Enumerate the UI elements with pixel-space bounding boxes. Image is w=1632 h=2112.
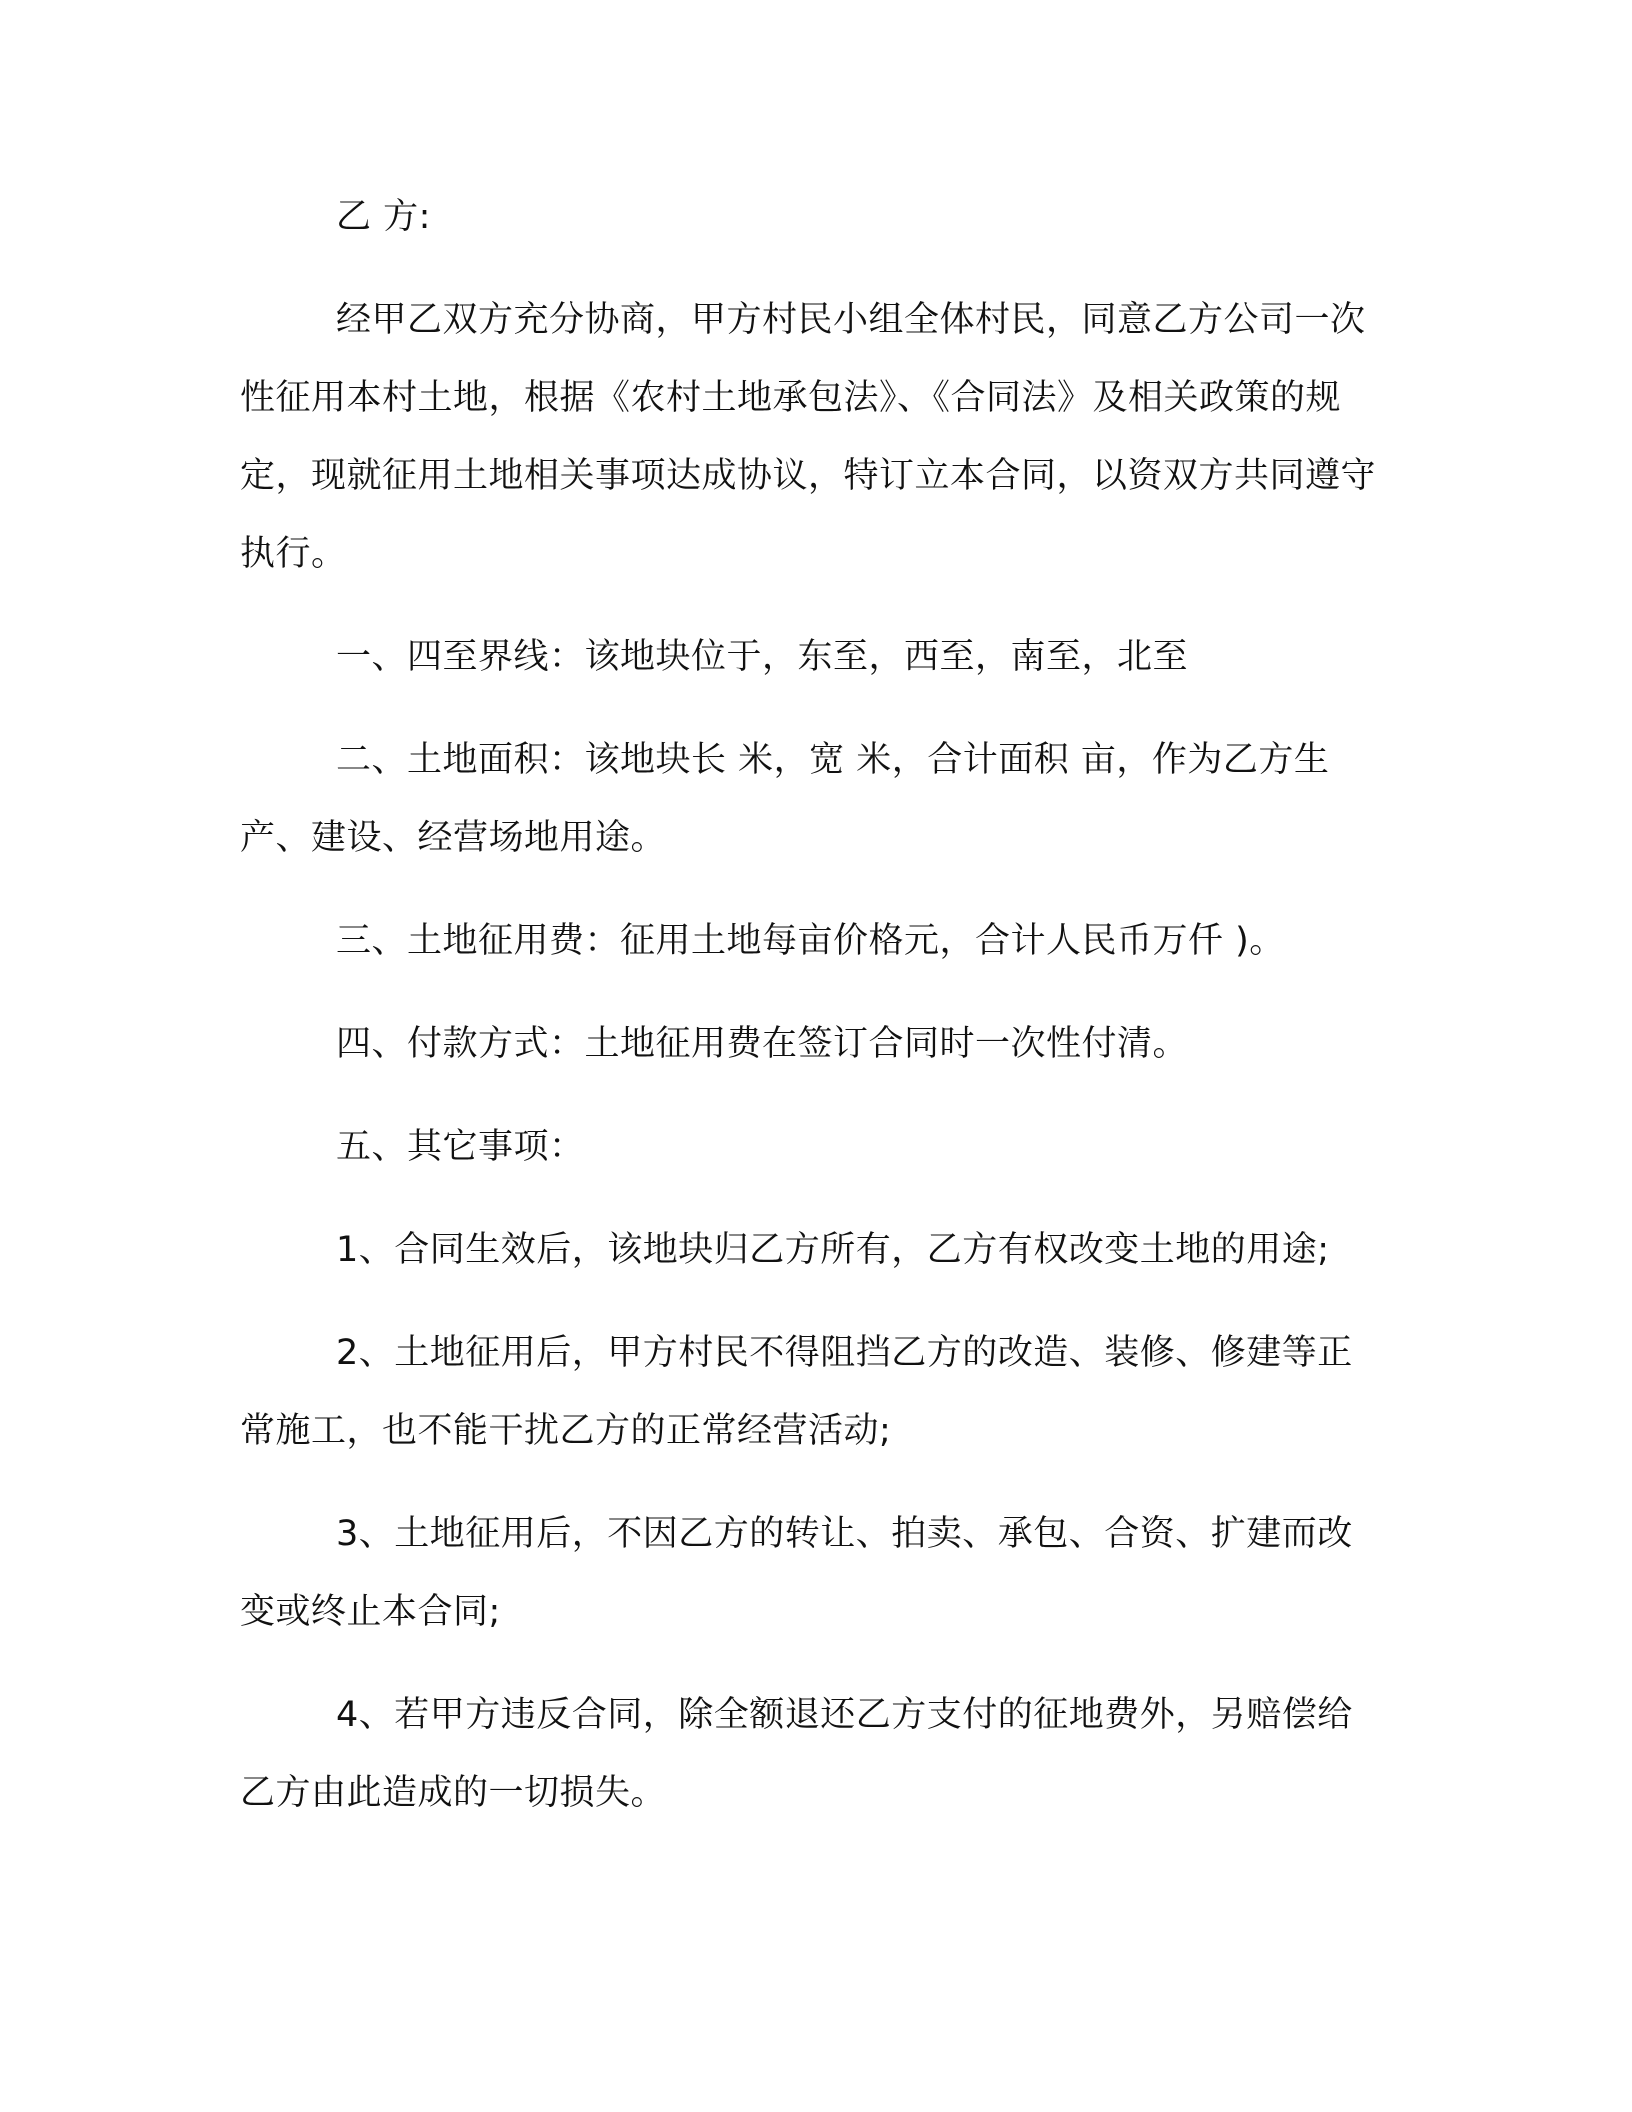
party-b-line: 乙 方: bbox=[336, 197, 431, 237]
clause-land-fee: 三、土地征用费：征用土地每亩价格元，合计人民币万仟 )。 bbox=[336, 921, 1285, 961]
contract-body bbox=[240, 178, 1376, 1857]
clause-boundaries: 一、四至界线：该地块位于，东至，西至，南至，北至 bbox=[336, 637, 1189, 677]
clause-land-area: 二、土地面积：该地块长 米，宽 米，合计面积 亩，作为乙方生产、建设、经营场地用途。 bbox=[240, 740, 1330, 858]
item-4: 4、若甲方违反合同，除全额退还乙方支付的征地费外，另赔偿给乙方由此造成的一切损失。 bbox=[240, 1695, 1353, 1813]
contract-preamble: 经甲乙双方充分协商，甲方村民小组全体村民，同意乙方公司一次性征用本村土地，根据《农村土地承包法》、《合同法》及相关政策的规定，现就征用土地相关事项达成协议，特订立本合同，以资双方共同遵守执行。 bbox=[240, 300, 1377, 574]
item-3: 3、土地征用后，不因乙方的转让、拍卖、承包、合资、扩建而改变或终止本合同; bbox=[240, 1514, 1353, 1632]
clause-payment-method: 四、付款方式：土地征用费在签订合同时一次性付清。 bbox=[336, 1024, 1189, 1064]
clause-other-matters: 五、其它事项： bbox=[336, 1127, 585, 1167]
item-2: 2、土地征用后，甲方村民不得阻挡乙方的改造、装修、修建等正常施工，也不能干扰乙方的正常经营活动; bbox=[240, 1333, 1353, 1451]
item-1: 1、合同生效后，该地块归乙方所有，乙方有权改变土地的用途; bbox=[336, 1230, 1330, 1270]
